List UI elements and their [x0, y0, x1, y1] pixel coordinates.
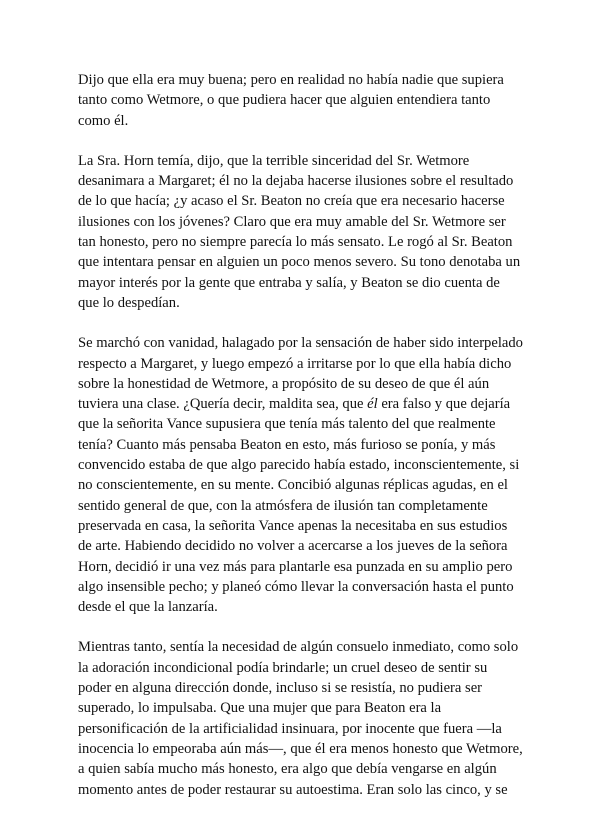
text-line: respecto a Margaret, y luego empezó a irritarse por lo que ella había dicho — [78, 355, 512, 372]
text-line: poder en alguna dirección donde, incluso si se resistía, no pudiera ser — [78, 680, 483, 697]
text-line: personificación de la artificialidad insinuara, por inocente que fuera —la — [78, 720, 502, 737]
document-body — [78, 70, 548, 820]
text-line: tan honesto, pero no siempre parecía lo más sensato. Le rogó al Sr. Beaton — [78, 234, 513, 251]
text-line: tanto como Wetmore, o que pudiera hacer que alguien entendiera tanto — [78, 92, 491, 109]
text-line: a quien sabía mucho más honesto, era algo que debía vengarse en algún — [78, 761, 497, 778]
line-end: era falso y que dejaría — [377, 396, 511, 413]
paragraph-2 — [78, 151, 548, 313]
text-line: inocencia lo empeoraba aún más—, que él era menos honesto que Wetmore, — [78, 740, 523, 757]
text-line: ilusiones con los jóvenes? Claro que era muy amable del Sr. Wetmore ser — [78, 213, 506, 230]
text-line: mayor interés por la gente que entraba y salía, y Beaton se dio cuenta de — [78, 274, 500, 291]
text-line: superado, lo impulsaba. Que una mujer que para Beaton era la — [78, 700, 442, 717]
text-line: preservada en casa, la señorita Vance apenas la necesitaba en sus estudios — [78, 517, 508, 534]
text-line: que la señorita Vance supusiera que tenía más talento del que realmente — [78, 416, 496, 433]
text-line: de lo que hacía; ¿y acaso el Sr. Beaton no creía que era necesario hacerse — [78, 193, 505, 210]
text-line: Mientras tanto, sentía la necesidad de algún consuelo inmediato, como solo — [78, 639, 519, 656]
emphasized-word: él — [367, 396, 378, 413]
text-line: sentido general de que, con la atmósfera de ilusión tan completamente — [78, 497, 488, 514]
text-line: convencido estaba de que algo parecido había estado, inconscientemente, si — [78, 457, 520, 474]
text-line: tenía? Cuanto más pensaba Beaton en esto, más furioso se ponía, y más — [78, 436, 496, 453]
text-line: desde el que la lanzaría. — [78, 599, 218, 616]
paragraph-1 — [78, 70, 548, 131]
text-line: como él. — [78, 112, 129, 129]
text-line: Horn, decidió ir una vez más para plantarle esa punzada en su amplio pero — [78, 558, 513, 575]
text-line: La Sra. Horn temía, dijo, que la terrible sinceridad del Sr. Wetmore — [78, 152, 470, 169]
text-line: algo insensible pecho; y planeó cómo llevar la conversación hasta el punto — [78, 578, 514, 595]
text-line: la adoración incondicional podía brindarle; un cruel deseo de sentir su — [78, 659, 488, 676]
text-line: que lo despedían. — [78, 294, 180, 311]
text-line: de arte. Habiendo decidido no volver a acercarse a los jueves de la señora — [78, 538, 508, 555]
text-line: que intentara pensar en alguien un poco menos severo. Su tono denotaba un — [78, 254, 521, 271]
text-line: desanimara a Margaret; él no la dejaba hacerse ilusiones sobre el resultado — [78, 173, 514, 190]
text-line-with-emphasis — [78, 394, 548, 414]
paragraph-3 — [78, 333, 548, 617]
text-line: momento antes de poder restaurar su autoestima. Eran solo las cinco, y se — [78, 781, 508, 798]
text-line: Dijo que ella era muy buena; pero en realidad no había nadie que supiera — [78, 72, 504, 88]
paragraph-4 — [78, 637, 548, 799]
line-start: tuviera una clase. ¿Quería decir, maldita sea, que — [78, 396, 368, 413]
text-line: sobre la honestidad de Wetmore, a propósito de su deseo de que él aún — [78, 375, 490, 392]
text-line: no conscientemente, en su mente. Concibió algunas réplicas agudas, en el — [78, 477, 508, 494]
text-line: Se marchó con vanidad, halagado por la sensación de haber sido interpelado — [78, 335, 523, 352]
